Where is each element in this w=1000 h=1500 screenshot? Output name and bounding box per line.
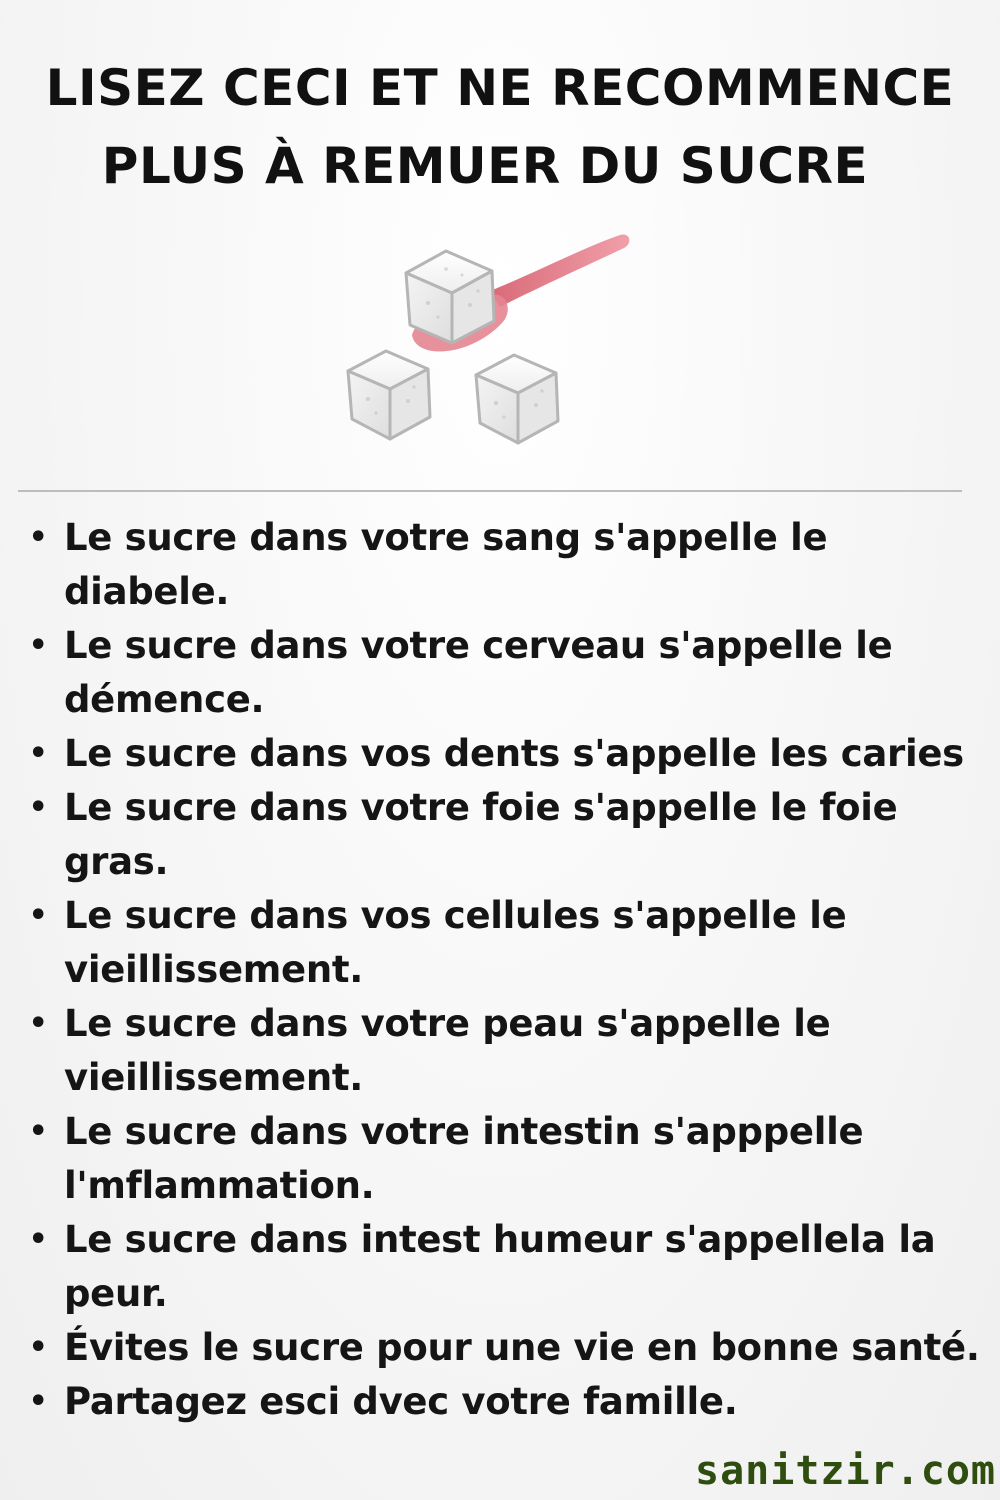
bullet-icon: •	[28, 790, 48, 825]
bullet-icon: •	[28, 1330, 48, 1365]
list-item	[20, 1375, 995, 1429]
list-item-text: Le sucre dans votre peau s'appelle le vieillissement.	[64, 1002, 831, 1099]
bullet-icon: •	[28, 898, 48, 933]
list-item-text: Le sucre dans vos dents s'appelle les caries	[64, 732, 964, 775]
page-title-line-1: LISEZ CECI ET NE RECOMMENCE	[45, 59, 955, 117]
list-item	[20, 1321, 995, 1375]
bullet-icon: •	[28, 736, 48, 771]
page-title-line-2: PLUS À REMUER DU SUCRE	[101, 137, 869, 195]
list-item	[20, 997, 995, 1105]
list-item-text: Évites le sucre pour une vie en bonne santé.	[64, 1326, 980, 1369]
bullet-icon: •	[28, 628, 48, 663]
list-item	[20, 781, 995, 889]
sugar-cube-icon	[406, 251, 494, 343]
list-item	[20, 889, 995, 997]
bullet-icon: •	[28, 520, 48, 555]
list-item	[20, 619, 995, 727]
bullet-icon: •	[28, 1384, 48, 1419]
list-item	[20, 727, 995, 781]
list-item	[20, 1105, 995, 1213]
sugar-cube-icon	[476, 355, 558, 443]
sugar-cubes-with-spoon-icon	[330, 225, 650, 455]
sugar-facts-list	[20, 511, 995, 1429]
list-item-text: Le sucre dans votre intestin s'apppelle l'mflammation.	[64, 1110, 864, 1207]
bullet-icon: •	[28, 1222, 48, 1257]
site-watermark: sanitzir.com	[695, 1448, 996, 1494]
sugar-cube-icon	[348, 351, 430, 439]
list-item-text: Le sucre dans votre sang s'appelle le diabele.	[64, 516, 828, 613]
bullet-icon: •	[28, 1006, 48, 1041]
list-item-text: Le sucre dans votre foie s'appelle le foie gras.	[64, 786, 898, 883]
list-item-text: Partagez esci dvec votre famille.	[64, 1380, 738, 1423]
bullet-icon: •	[28, 1114, 48, 1149]
list-item	[20, 1213, 995, 1321]
list-item-text: Le sucre dans votre cerveau s'appelle le démence.	[64, 624, 893, 721]
divider	[18, 490, 962, 492]
list-item-text: Le sucre dans intest humeur s'appellela la peur.	[64, 1218, 936, 1315]
list-item	[20, 511, 995, 619]
list-item-text: Le sucre dans vos cellules s'appelle le vieillissement.	[64, 894, 847, 991]
